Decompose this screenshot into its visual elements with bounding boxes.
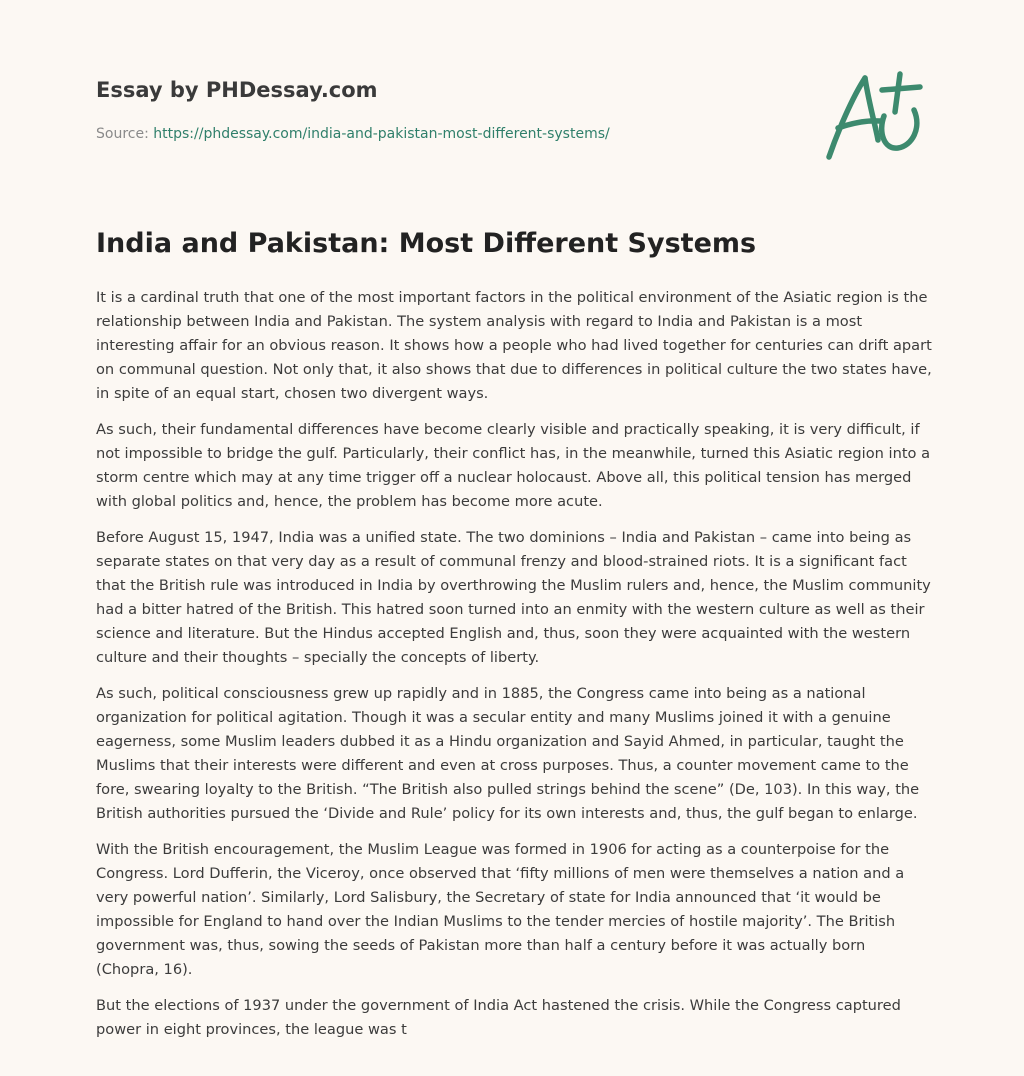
article-paragraph: As such, their fundamental differences have become clearly visible and practically speaking, it is very difficult, if not impossible to bridge the gulf. Particularly, their conflict has, in the meanwhile, turned this Asiatic region into a storm centre which may at any time trigger off a nuclear holocaust. Above all, this political tension has merged with global politics and, hence, the problem has become more acute. [96, 421, 931, 510]
page-header [96, 76, 656, 144]
article-paragraph: As such, political consciousness grew up rapidly and in 1885, the Congress came into being as a national organization for political agitation. Though it was a secular entity and many Muslims joined it with a genuine eagerness, some Muslim leaders dubbed it as a Hindu organization and Sayid Ahmed, in particular, taught the Muslims that their interests were different and even at cross purposes. Thus, a counter movement came to the fore, swearing loyalty to the British. “The British also pulled strings behind the scene” (De, 103). In this way, the British authorities pursued the ‘Divide and Rule’ policy for its own interests and, thus, the gulf began to enlarge. [96, 685, 920, 822]
source-label: Source: [96, 126, 154, 142]
article-paragraph: But the elections of 1937 under the government of India Act hastened the crisis. While the Congress captured power in eight provinces, the league was t [96, 997, 901, 1038]
article-title: India and Pakistan: Most Different Systems [96, 228, 757, 259]
article-paragraph: Before August 15, 1947, India was a unified state. The two dominions – India and Pakistan – came into being as separate states on that very day as a result of communal frenzy and blood-strained riots. It is a significant fact that the British rule was introduced in India by overthrowing the Muslim rulers and, hence, the Muslim community had a bitter hatred of the British. This hatred soon turned into an enmity with the western culture as well as their science and literature. But the Hindus accepted English and, thus, soon they were acquainted with the western culture and their thoughts – specially the concepts of liberty. [96, 529, 931, 666]
source-line [96, 124, 656, 144]
article-paragraph: It is a cardinal truth that one of the most important factors in the political environment of the Asiatic region is the relationship between India and Pakistan. The system analysis with regard to India and Pakistan is a most interesting affair for an obvious reason. It shows how a people who had lived together for centuries can drift apart on communal question. Not only that, it also shows that due to differences in political culture the two states have, in spite of an equal start, chosen two divergent ways. [96, 289, 932, 402]
article-body [96, 286, 932, 1054]
a-plus-logo-icon [818, 66, 928, 166]
article-paragraph: With the British encouragement, the Muslim League was formed in 1906 for acting as a counterpoise for the Congress. Lord Dufferin, the Viceroy, once observed that ‘fifty millions of men were themselves a nation and a very powerful nation’. Similarly, Lord Salisbury, the Secretary of state for India announced that ‘it would be impossible for England to hand over the Indian Muslims to the tender mercies of hostile majority’. The British government was, thus, sowing the seeds of Pakistan more than half a century before it was actually born (Chopra, 16). [96, 841, 905, 978]
source-link[interactable]: https://phdessay.com/india-and-pakistan-most-different-systems/ [153, 126, 610, 142]
brand-title: Essay by PHDessay.com [96, 78, 378, 102]
